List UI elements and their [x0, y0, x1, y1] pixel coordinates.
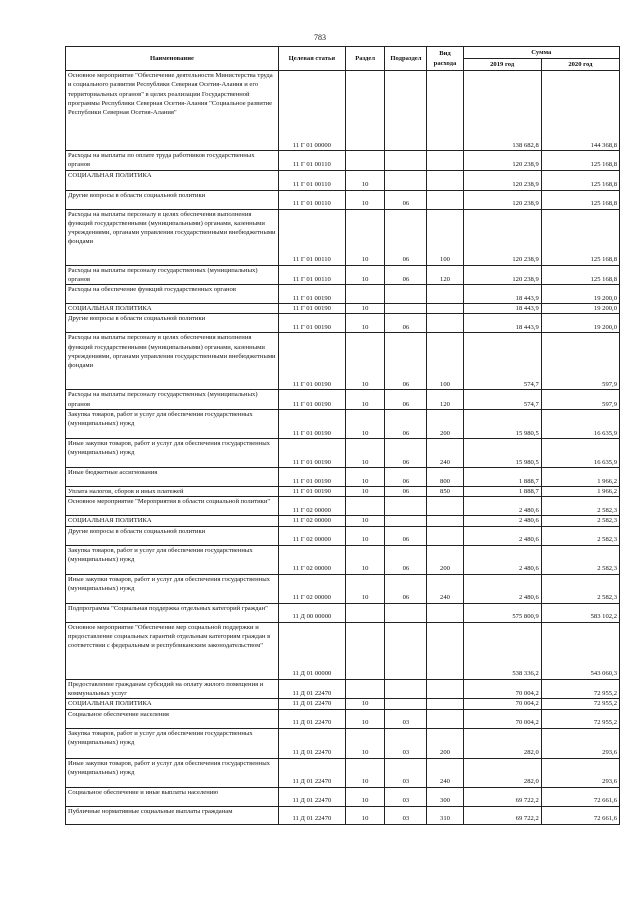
cell-section: 10 — [345, 333, 385, 390]
cell-sum-2019: 138 682,8 — [463, 71, 541, 151]
table-row — [66, 526, 620, 545]
table-row — [66, 190, 620, 209]
cell-sum-2020: 2 582,3 — [541, 545, 619, 574]
cell-expense-type: 800 — [427, 468, 463, 487]
cell-expense-type: 200 — [427, 545, 463, 574]
cell-name: Подпрограмма "Социальная поддержка отдельных категорий граждан" — [66, 603, 279, 622]
cell-name: Другие вопросы в области социальной политики — [66, 314, 279, 333]
cell-subsection: 06 — [385, 265, 427, 285]
cell-name: Социальное обеспечение населения — [66, 709, 279, 728]
cell-expense-type: 310 — [427, 806, 463, 824]
cell-section — [345, 151, 385, 171]
cell-section: 10 — [345, 487, 385, 497]
cell-sum-2019: 282,0 — [463, 728, 541, 758]
cell-article: 11 Д 01 22470 — [278, 806, 345, 824]
cell-subsection — [385, 304, 427, 314]
cell-name: Иные бюджетные ассигнования — [66, 468, 279, 487]
cell-sum-2019: 69 722,2 — [463, 806, 541, 824]
cell-sum-2020: 2 582,3 — [541, 497, 619, 516]
cell-subsection: 06 — [385, 574, 427, 603]
cell-sum-2019: 15 980,5 — [463, 410, 541, 439]
cell-subsection: 03 — [385, 787, 427, 806]
cell-section: 10 — [345, 758, 385, 787]
cell-expense-type: 240 — [427, 574, 463, 603]
table-row — [66, 285, 620, 304]
table-row — [66, 728, 620, 758]
cell-article: 11 Г 01 00110 — [278, 151, 345, 171]
cell-name: Предоставление гражданам субсидий на оплату жилого помещения и коммунальных услуг — [66, 679, 279, 699]
cell-sum-2019: 282,0 — [463, 758, 541, 787]
cell-article: 11 Г 01 00190 — [278, 304, 345, 314]
cell-section: 10 — [345, 516, 385, 526]
cell-sum-2020: 144 368,8 — [541, 71, 619, 151]
cell-name: Социальное обеспечение и иные выплаты населению — [66, 787, 279, 806]
table-row — [66, 699, 620, 709]
cell-expense-type — [427, 151, 463, 171]
cell-sum-2020: 543 060,3 — [541, 622, 619, 679]
cell-sum-2020: 597,9 — [541, 390, 619, 410]
cell-expense-type: 120 — [427, 390, 463, 410]
cell-expense-type: 200 — [427, 410, 463, 439]
table-row — [66, 709, 620, 728]
cell-name: Иные закупки товаров, работ и услуг для обеспечения государственных (муниципальных) нужд — [66, 574, 279, 603]
cell-section — [345, 285, 385, 304]
cell-sum-2019: 1 888,7 — [463, 487, 541, 497]
cell-sum-2019: 70 004,2 — [463, 709, 541, 728]
cell-expense-type — [427, 603, 463, 622]
cell-sum-2019: 1 888,7 — [463, 468, 541, 487]
cell-sum-2019: 2 480,6 — [463, 526, 541, 545]
cell-sum-2020: 125 168,8 — [541, 265, 619, 285]
cell-subsection — [385, 170, 427, 190]
cell-name: Расходы на выплаты персоналу государственных (муниципальных) органов — [66, 265, 279, 285]
cell-sum-2019: 70 004,2 — [463, 679, 541, 699]
cell-expense-type — [427, 622, 463, 679]
cell-sum-2020: 597,9 — [541, 333, 619, 390]
cell-section: 10 — [345, 170, 385, 190]
header-expense-type: Вид расхода — [427, 47, 463, 71]
cell-sum-2020: 293,6 — [541, 728, 619, 758]
cell-sum-2020: 2 582,3 — [541, 526, 619, 545]
cell-subsection: 06 — [385, 390, 427, 410]
cell-expense-type — [427, 190, 463, 209]
cell-article: 11 Г 02 00000 — [278, 516, 345, 526]
table-row — [66, 603, 620, 622]
cell-expense-type — [427, 170, 463, 190]
cell-section — [345, 603, 385, 622]
cell-subsection — [385, 603, 427, 622]
cell-sum-2019: 2 480,6 — [463, 545, 541, 574]
cell-sum-2020: 72 661,6 — [541, 806, 619, 824]
cell-sum-2020: 125 168,8 — [541, 151, 619, 171]
header-year-2020: 2020 год — [541, 59, 619, 71]
cell-article: 11 Д 01 22470 — [278, 728, 345, 758]
cell-name: Другие вопросы в области социальной политики — [66, 190, 279, 209]
cell-name: Уплата налогов, сборов и иных платежей — [66, 487, 279, 497]
page-number: 783 — [314, 33, 326, 42]
cell-article: 11 Г 01 00190 — [278, 314, 345, 333]
cell-expense-type: 850 — [427, 487, 463, 497]
table-row — [66, 758, 620, 787]
cell-subsection — [385, 497, 427, 516]
cell-subsection — [385, 516, 427, 526]
cell-article: 11 Г 01 00190 — [278, 439, 345, 468]
cell-name: СОЦИАЛЬНАЯ ПОЛИТИКА — [66, 170, 279, 190]
cell-expense-type: 240 — [427, 758, 463, 787]
cell-sum-2019: 2 480,6 — [463, 516, 541, 526]
cell-sum-2020: 16 635,9 — [541, 439, 619, 468]
cell-article: 11 Г 01 00110 — [278, 170, 345, 190]
cell-subsection: 06 — [385, 487, 427, 497]
cell-section: 10 — [345, 545, 385, 574]
cell-name: СОЦИАЛЬНАЯ ПОЛИТИКА — [66, 516, 279, 526]
cell-sum-2019: 538 336,2 — [463, 622, 541, 679]
cell-sum-2019: 70 004,2 — [463, 699, 541, 709]
cell-article: 11 Д 01 00000 — [278, 622, 345, 679]
cell-subsection — [385, 679, 427, 699]
table-row — [66, 497, 620, 516]
cell-article: 11 Д 01 22470 — [278, 699, 345, 709]
cell-section: 10 — [345, 209, 385, 265]
cell-article: 11 Г 01 00110 — [278, 190, 345, 209]
cell-sum-2020: 125 168,8 — [541, 190, 619, 209]
table-row — [66, 71, 620, 151]
table-row — [66, 170, 620, 190]
cell-subsection: 06 — [385, 190, 427, 209]
cell-name: СОЦИАЛЬНАЯ ПОЛИТИКА — [66, 699, 279, 709]
cell-name: Расходы на выплаты персоналу в целях обеспечения выполнения функций государственными (муниципальными) органами, казенными учреждениями, органами управления государственными внебюджетными фондами — [66, 209, 279, 265]
cell-sum-2020: 125 168,8 — [541, 209, 619, 265]
cell-article: 11 Г 01 00190 — [278, 285, 345, 304]
cell-subsection: 03 — [385, 709, 427, 728]
cell-name: Иные закупки товаров, работ и услуг для обеспечения государственных (муниципальных) нужд — [66, 439, 279, 468]
cell-section: 10 — [345, 806, 385, 824]
cell-name: СОЦИАЛЬНАЯ ПОЛИТИКА — [66, 304, 279, 314]
cell-name: Основное мероприятие "Мероприятия в области социальной политики" — [66, 497, 279, 516]
cell-name: Закупка товаров, работ и услуг для обеспечения государственных (муниципальных) нужд — [66, 545, 279, 574]
cell-article: 11 Д 01 22470 — [278, 758, 345, 787]
cell-sum-2020: 19 200,0 — [541, 314, 619, 333]
table-row — [66, 787, 620, 806]
header-name: Наименование — [66, 47, 279, 71]
cell-section: 10 — [345, 574, 385, 603]
cell-article: 11 Д 01 22470 — [278, 709, 345, 728]
cell-article: 11 Д 01 22470 — [278, 787, 345, 806]
cell-section: 10 — [345, 526, 385, 545]
cell-name: Основное мероприятие "Обеспечение мер социальной поддержки и предоставление социальных гарантий отдельным категориям граждан в соответствии с федеральным и республиканским законодательством" — [66, 622, 279, 679]
cell-name: Публичные нормативные социальные выплаты гражданам — [66, 806, 279, 824]
cell-expense-type: 240 — [427, 439, 463, 468]
cell-sum-2020: 19 200,0 — [541, 304, 619, 314]
cell-expense-type: 100 — [427, 333, 463, 390]
table-row — [66, 487, 620, 497]
cell-expense-type: 120 — [427, 265, 463, 285]
cell-subsection — [385, 622, 427, 679]
cell-article: 11 Г 02 00000 — [278, 497, 345, 516]
cell-sum-2020: 1 966,2 — [541, 468, 619, 487]
cell-expense-type — [427, 699, 463, 709]
cell-subsection — [385, 71, 427, 151]
cell-sum-2019: 120 238,9 — [463, 151, 541, 171]
cell-sum-2019: 15 980,5 — [463, 439, 541, 468]
table-row — [66, 679, 620, 699]
cell-name: Закупка товаров, работ и услуг для обеспечения государственных (муниципальных) нужд — [66, 728, 279, 758]
table-row — [66, 468, 620, 487]
cell-sum-2020: 16 635,9 — [541, 410, 619, 439]
cell-article: 11 Г 01 00000 — [278, 71, 345, 151]
cell-section: 10 — [345, 709, 385, 728]
cell-sum-2019: 120 238,9 — [463, 170, 541, 190]
cell-article: 11 Д 01 22470 — [278, 679, 345, 699]
cell-name: Иные закупки товаров, работ и услуг для обеспечения государственных (муниципальных) нужд — [66, 758, 279, 787]
cell-article: 11 Г 01 00190 — [278, 333, 345, 390]
cell-section — [345, 71, 385, 151]
cell-name: Расходы на выплаты персоналу в целях обеспечения выполнения функций государственными (муниципальными) органами, казенными учреждениями, органами управления государственными внебюджетными фондами — [66, 333, 279, 390]
cell-expense-type — [427, 314, 463, 333]
table-row — [66, 545, 620, 574]
cell-article: 11 Г 01 00110 — [278, 265, 345, 285]
cell-name: Другие вопросы в области социальной политики — [66, 526, 279, 545]
cell-name: Основное мероприятие "Обеспечение деятельности Министерства труда и социального развития Республики Северная Осетия-Алания и его территориальных органов" в целях реализации Государственной программы Республики Северная Осетия-Алания "Социальное развитие Республики Северная Осетия-Алания" — [66, 71, 279, 151]
cell-sum-2020: 19 200,0 — [541, 285, 619, 304]
cell-section: 10 — [345, 439, 385, 468]
cell-section: 10 — [345, 190, 385, 209]
table-row — [66, 333, 620, 390]
cell-name: Расходы на выплаты по оплате труда работников государственных органов — [66, 151, 279, 171]
table-row — [66, 390, 620, 410]
cell-sum-2019: 18 443,9 — [463, 304, 541, 314]
cell-subsection — [385, 285, 427, 304]
cell-expense-type — [427, 526, 463, 545]
cell-subsection — [385, 151, 427, 171]
cell-article: 11 Г 01 00110 — [278, 209, 345, 265]
cell-subsection: 06 — [385, 333, 427, 390]
cell-sum-2020: 125 168,8 — [541, 170, 619, 190]
cell-sum-2020: 72 661,6 — [541, 787, 619, 806]
table-body — [66, 71, 620, 825]
cell-name: Закупка товаров, работ и услуг для обеспечения государственных (муниципальных) нужд — [66, 410, 279, 439]
cell-section — [345, 679, 385, 699]
cell-section: 10 — [345, 787, 385, 806]
cell-section: 10 — [345, 468, 385, 487]
cell-subsection: 06 — [385, 439, 427, 468]
cell-sum-2020: 293,6 — [541, 758, 619, 787]
cell-article: 11 Г 02 00000 — [278, 526, 345, 545]
cell-sum-2020: 1 966,2 — [541, 487, 619, 497]
table-row — [66, 265, 620, 285]
cell-subsection: 06 — [385, 468, 427, 487]
cell-sum-2019: 120 238,9 — [463, 265, 541, 285]
cell-expense-type — [427, 679, 463, 699]
cell-subsection: 06 — [385, 410, 427, 439]
cell-expense-type: 300 — [427, 787, 463, 806]
cell-sum-2019: 120 238,9 — [463, 190, 541, 209]
cell-sum-2020: 583 102,2 — [541, 603, 619, 622]
header-subsection: Подраздел — [385, 47, 427, 71]
cell-expense-type: 200 — [427, 728, 463, 758]
cell-name: Расходы на выплаты персоналу государственных (муниципальных) органов — [66, 390, 279, 410]
budget-table — [65, 46, 620, 825]
cell-article: 11 Г 01 00190 — [278, 468, 345, 487]
cell-sum-2020: 72 955,2 — [541, 699, 619, 709]
cell-sum-2019: 574,7 — [463, 390, 541, 410]
table-row — [66, 439, 620, 468]
cell-subsection: 06 — [385, 545, 427, 574]
cell-expense-type — [427, 71, 463, 151]
header-article: Целевая статья — [278, 47, 345, 71]
table-row — [66, 410, 620, 439]
cell-expense-type — [427, 285, 463, 304]
cell-sum-2019: 2 480,6 — [463, 574, 541, 603]
table-row — [66, 516, 620, 526]
cell-article: 11 Г 01 00190 — [278, 410, 345, 439]
table-row — [66, 574, 620, 603]
cell-section: 10 — [345, 390, 385, 410]
cell-expense-type — [427, 516, 463, 526]
cell-section — [345, 497, 385, 516]
header-year-2019: 2019 год — [463, 59, 541, 71]
cell-article: 11 Г 02 00000 — [278, 574, 345, 603]
header-sum: Сумма — [463, 47, 619, 59]
cell-sum-2019: 18 443,9 — [463, 285, 541, 304]
cell-expense-type: 100 — [427, 209, 463, 265]
table-row — [66, 151, 620, 171]
cell-article: 11 Д 00 00000 — [278, 603, 345, 622]
table-row — [66, 314, 620, 333]
cell-section: 10 — [345, 314, 385, 333]
cell-subsection: 06 — [385, 209, 427, 265]
cell-subsection: 03 — [385, 728, 427, 758]
cell-sum-2019: 18 443,9 — [463, 314, 541, 333]
cell-section: 10 — [345, 699, 385, 709]
cell-sum-2020: 2 582,3 — [541, 516, 619, 526]
cell-subsection — [385, 699, 427, 709]
cell-sum-2019: 575 800,9 — [463, 603, 541, 622]
cell-section: 10 — [345, 304, 385, 314]
cell-subsection: 06 — [385, 314, 427, 333]
cell-name: Расходы на обеспечение функций государственных органов — [66, 285, 279, 304]
cell-sum-2020: 2 582,3 — [541, 574, 619, 603]
cell-subsection: 06 — [385, 526, 427, 545]
cell-section: 10 — [345, 265, 385, 285]
cell-sum-2019: 574,7 — [463, 333, 541, 390]
table-row — [66, 622, 620, 679]
cell-sum-2020: 72 955,2 — [541, 709, 619, 728]
table-row — [66, 806, 620, 824]
cell-section: 10 — [345, 728, 385, 758]
table-row — [66, 304, 620, 314]
cell-section: 10 — [345, 410, 385, 439]
header-section: Раздел — [345, 47, 385, 71]
cell-expense-type — [427, 497, 463, 516]
cell-subsection: 03 — [385, 758, 427, 787]
cell-article: 11 Г 01 00190 — [278, 487, 345, 497]
cell-article: 11 Г 01 00190 — [278, 390, 345, 410]
cell-section — [345, 622, 385, 679]
cell-expense-type — [427, 709, 463, 728]
cell-sum-2019: 69 722,2 — [463, 787, 541, 806]
cell-subsection: 03 — [385, 806, 427, 824]
cell-article: 11 Г 02 00000 — [278, 545, 345, 574]
table-row — [66, 209, 620, 265]
cell-expense-type — [427, 304, 463, 314]
cell-sum-2019: 2 480,6 — [463, 497, 541, 516]
cell-sum-2019: 120 238,9 — [463, 209, 541, 265]
cell-sum-2020: 72 955,2 — [541, 679, 619, 699]
